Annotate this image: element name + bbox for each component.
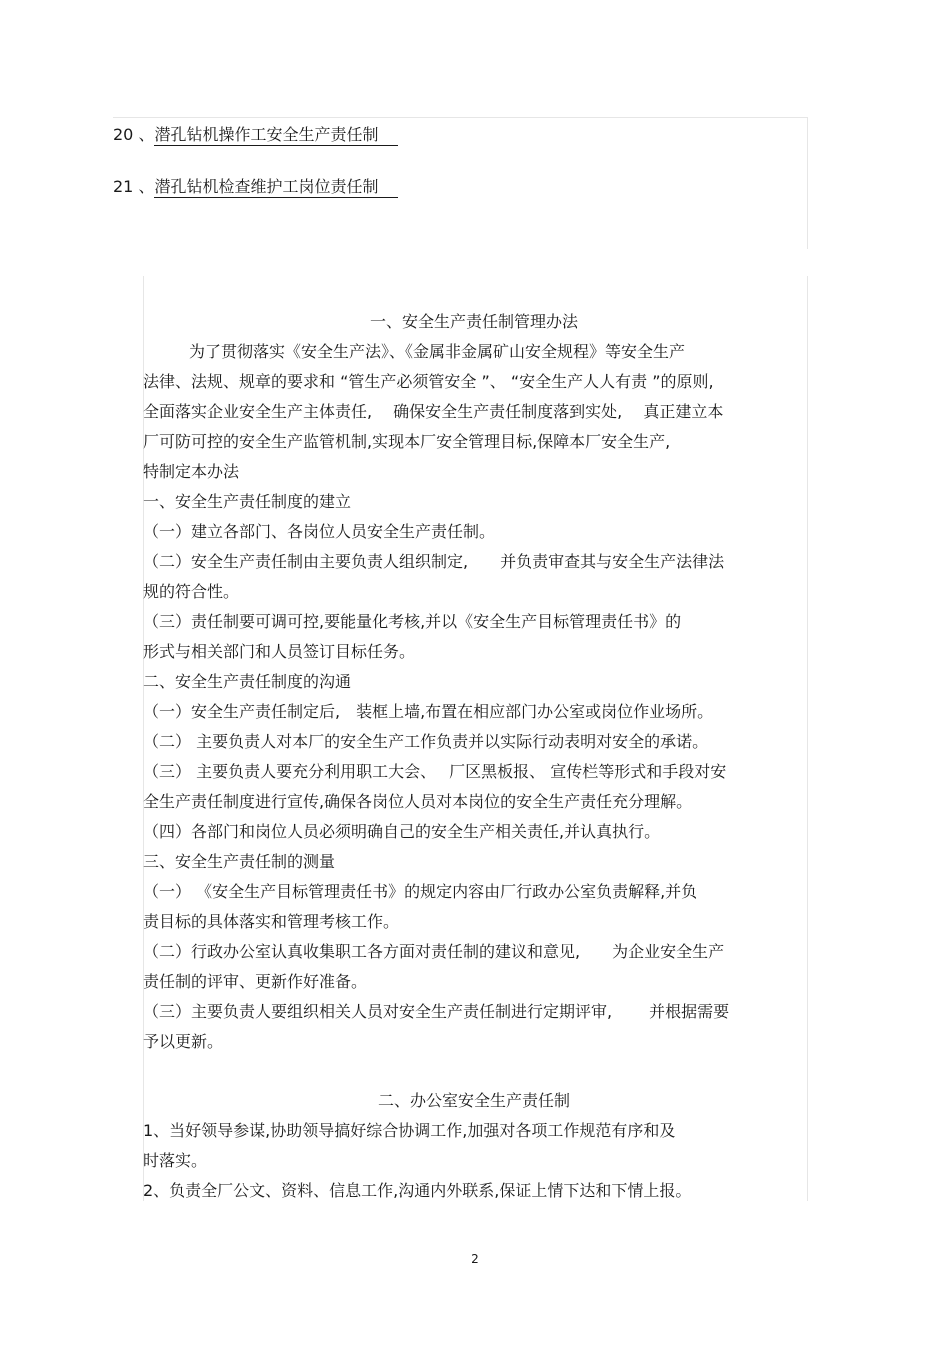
section-gap xyxy=(143,1057,805,1086)
paragraph-line: 全面落实企业安全生产主体责任, 确保安全生产责任制度落到实处, 真正建立本 xyxy=(143,402,724,421)
paragraph-line: （三） 主要负责人要充分利用职工大会、 厂区黑板报、 宣传栏等形式和手段对安 xyxy=(143,762,727,781)
paragraph-line: 责任制的评审、更新作好准备。 xyxy=(143,972,368,991)
subsection-heading: 一、安全生产责任制度的建立 xyxy=(143,492,352,511)
paragraph-line: （二） 主要负责人对本厂的安全生产工作负责并以实际行动表明对安全的承诺。 xyxy=(143,732,709,751)
paragraph-line: 为了贯彻落实《安全生产法》、《金属非金属矿山安全规程》等安全生产 xyxy=(189,342,686,361)
toc-item-number: 21 、 xyxy=(113,177,155,196)
section-heading: 一、安全生产责任制管理办法 xyxy=(369,312,578,331)
paragraph-line: （一）建立各部门、各岗位人员安全生产责任制。 xyxy=(143,522,496,541)
toc-item-21[interactable] xyxy=(113,177,398,198)
paragraph-line: （二）行政办公室认真收集职工各方面对责任制的建议和意见, 为企业安全生产 xyxy=(143,942,725,961)
toc-item-number: 20 、 xyxy=(113,125,155,144)
paragraph-line: 形式与相关部门和人员签订目标任务。 xyxy=(143,642,416,661)
paragraph-line: 责目标的具体落实和管理考核工作。 xyxy=(143,912,400,931)
paragraph-line: （一） 《安全生产目标管理责任书》的规定内容由厂行政办公室负责解释,并负 xyxy=(143,882,698,901)
paragraph-line: 时落实。 xyxy=(143,1151,208,1170)
toc-item-title: 潜孔钻机检查维护工岗位责任制 xyxy=(154,177,398,198)
paragraph-line: 特制定本办法 xyxy=(143,462,240,481)
paragraph-line: 法律、法规、规章的要求和 “管生产必须管安全 ”、 “安全生产人人有责 ”的原则, xyxy=(143,372,714,391)
paragraph-line: （二）安全生产责任制由主要负责人组织制定, 并负责审查其与安全生产法律法 xyxy=(143,552,725,571)
paragraph-line: 予以更新。 xyxy=(143,1032,224,1051)
paragraph-line: 2、负责全厂公文、资料、信息工作,沟通内外联系,保证上情下达和下情上报。 xyxy=(143,1181,692,1200)
paragraph-line: 全生产责任制度进行宣传,确保各岗位人员对本岗位的安全生产责任充分理解。 xyxy=(143,792,693,811)
document-body xyxy=(143,307,805,1206)
section-heading: 二、办公室安全生产责任制 xyxy=(377,1091,570,1110)
page-number: 2 xyxy=(471,1252,479,1266)
paragraph-line: 厂可防可控的安全生产监管机制,实现本厂安全管理目标,保障本厂安全生产, xyxy=(143,432,671,451)
toc-item-20[interactable] xyxy=(113,125,398,146)
subsection-heading: 二、安全生产责任制度的沟通 xyxy=(143,672,352,691)
paragraph-line: （三）责任制要可调可控,要能量化考核,并以《安全生产目标管理责任书》的 xyxy=(143,612,682,631)
paragraph-line: 1、当好领导参谋,协助领导搞好综合协调工作,加强对各项工作规范有序和及 xyxy=(143,1121,676,1140)
paragraph-line: （一）安全生产责任制定后, 装框上墙,布置在相应部门办公室或岗位作业场所。 xyxy=(143,702,714,721)
paragraph-line: 规的符合性。 xyxy=(143,582,240,601)
subsection-heading: 三、安全生产责任制的测量 xyxy=(143,852,336,871)
toc-item-title: 潜孔钻机操作工安全生产责任制 xyxy=(154,125,398,146)
paragraph-line: （四）各部门和岗位人员必须明确自己的安全生产相关责任,并认真执行。 xyxy=(143,822,661,841)
paragraph-line: （三）主要负责人要组织相关人员对安全生产责任制进行定期评审, 并根据需要 xyxy=(143,1002,730,1021)
